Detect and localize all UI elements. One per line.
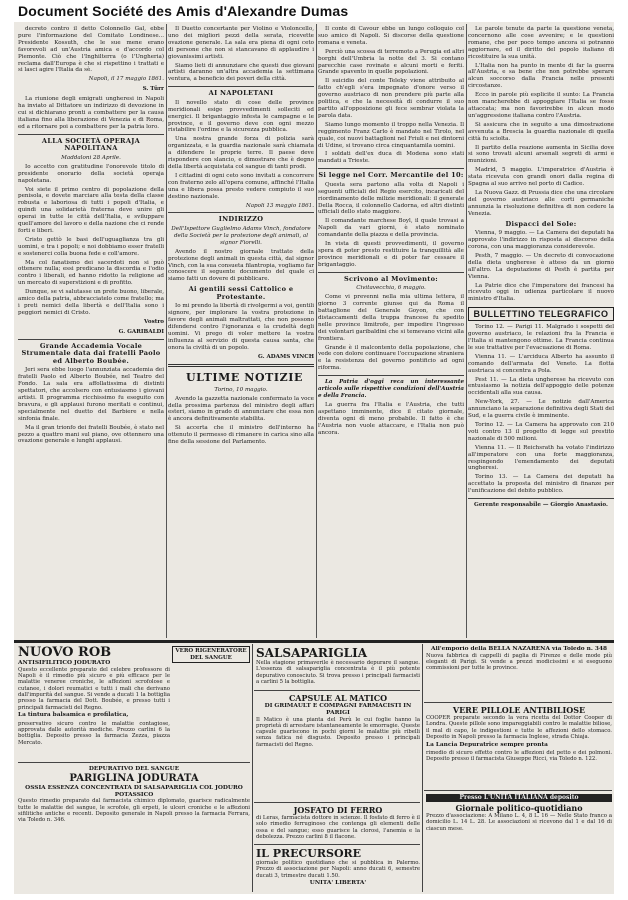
ad-rule — [424, 790, 612, 791]
ad-depurativo-title: DEPURATIVO DEL SANGUE — [88, 766, 180, 772]
col2-paragraph: Io mi prendo la libertà di rivolgermi a voi, gentili signore, per implorare la vostra protezione in favore degli animali maltrattati, che non possono difendersi contro l'ignoranza e la crudeltà degli uomini. Vi prego di voler mettere la vostra influenza al servizio di questa causa santa, che onora la civiltà di un popolo. — [168, 303, 314, 351]
col1-signature: S. Türr — [142, 86, 164, 93]
ad-rule — [424, 702, 612, 703]
ad-rob-subtitle: ANTISIFILITICO JODURATO — [18, 660, 111, 666]
col1-paragraph: Ma col fanatismo dei sacerdoti non si può ottenere nulla; essi predicano la discordia e l'odio contro i liberali, ed hanno ridotto la religione ad un mercato di superstizioni e di profitto. — [18, 259, 164, 287]
col4-gerente: Gerente responsabile — Giorgio Anastasio. — [474, 502, 608, 509]
col2-heading-gentili: Ai gentili sessi Cattolico e Protestante. — [188, 285, 294, 301]
ad-rule-vertical — [422, 644, 423, 892]
ad-rule — [254, 844, 420, 845]
ad-pillole-title: VERE PILLOLE ANTIBILIOSE — [452, 706, 586, 715]
col3-separator — [318, 168, 464, 169]
col3-dateline: Civitavecchia, 6 maggio. — [356, 285, 426, 292]
news-section — [14, 22, 614, 640]
col4-paragraph: Ecco in parole più esplicite il sunto: La Francia non mancherebbe di appoggiare l'Italia se fosse attaccata; ma non favorirebbe in alcun modo un'aggressione italiana contro l'Austria. — [468, 92, 614, 119]
col2-heading-ultime-notizie: ULTIME NOTIZIE — [185, 370, 304, 384]
col2-dateline-torino: Torino, 10 maggio. — [214, 386, 268, 393]
ad-lancia-title: La Lancia Depuratrice sempre pronta — [426, 741, 548, 748]
ad-depurativo — [18, 766, 250, 888]
column-1 — [18, 26, 164, 638]
ad-precursore-text: giornale politico quotidiano che si pubblica in Palermo. Prezzo di associazione per Napoli: anno ducati 6, semestre ducati 3, trimestre ducati 1.50. — [256, 860, 420, 879]
col4-paragraph: Torino 13. — La Camera dei deputati ha accettato la proposta del ministro di finanze per l'unificazione del debito pubblico. — [468, 474, 614, 495]
col2-paragraph: Il novello stato di cose delle province meridionali esige provvedimenti solleciti ed energici. Il brigantaggio infesta le campagne e le province, e il governo deve con ogni mezzo ristabilire l'ordine e la sicurezza pubblica. — [168, 99, 314, 134]
ad-pillole-text: COOPER preparate secondo la vera ricetta del Dottor Cooper di Londra. Queste pillole sono impareggiabili contro le malattie biliose, il mal di capo, le indigestioni e tutte le affezioni dello stomaco. Deposito in Napoli presso la farmacia Inglese, strada Chiaja. — [426, 715, 612, 740]
ad-nazarena-title: All'emporio della BELLA NAZARENA via Toledo n. 348 — [430, 646, 608, 652]
ad-precursore-footer: UNITA' LIBERTA' — [309, 880, 367, 887]
ad-precursore — [256, 848, 420, 890]
ad-capsule-subtitle: DI GRIMAULT E COMPAGNI FARMACISTI IN PARIGI — [264, 703, 412, 716]
col4-paragraph: Pesth, 7 maggio. — Un decreto di convocazione della dieta ungherese è atteso da un giorno all'altro. La deputazione di Pesth è partita per Vienna. — [468, 252, 614, 280]
col2-paragraph: Si accerta che il ministro dell'interno ha ottenuto il permesso di rimanere in carica sino alla fine della sessione del Parlamento. — [168, 425, 314, 446]
col3-paragraph: Questa sera partono alla volta di Napoli i seguenti ufficiali del Regio esercito, incaricati del riordinamento delle milizie meridionali: il generale Della Rocca, il colonnello Cadorna, ed altri distinti ufficiali dello stato maggiore. — [318, 181, 464, 216]
advertisements-section — [14, 644, 614, 892]
col2-paragraph: Avendo il nostro giornale trattato della protezione degli animali in questa città, dal signor Vinch, con la sua consueta filantropia, vogliamo far conoscere il seguente documento del quale ci siamo fatti un dovere di pubblicare. — [168, 248, 314, 283]
col4-paragraph: Pest 11. — La dieta ungherese ha ricevuto con entusiasmo la notizia dell'appoggio delle potenze occidentali alla sua causa. — [468, 376, 614, 397]
advertisement-divider — [14, 640, 614, 643]
ad-nuovo-rob — [18, 646, 170, 758]
ad-unita-text: Prezzo d'associazione: A Milano L. 4, 8 L. 16 — Nelle Stato franco a domicilio L. 14 L. 28. Le associazioni si ricevono dal 1 e dal 16 di ciascun mese. — [426, 813, 612, 832]
col1-subheading: Maddaloni 28 Aprile. — [61, 154, 121, 161]
ad-salsapariglia — [256, 646, 420, 686]
ad-rob-text: Questo eccellente preparato del celebre professore di Napoli è il rimedio più sicuro e più efficace per le malattie veneree croniche, le affezioni scrofolose e cutanee, i dolori reumatici e tutti i mali che derivano dall'impurità del sangue. Si vende a ducati 1 la bottiglia presso la farmacia del Dott. Boubée, e presso tutti i principali farmacisti del Regno. — [18, 666, 170, 711]
col1-paragraph: La riunione degli emigrati ungheresi in Napoli ha inviato al Dittatore un indirizzo di devozione in cui si dichiarano pronti a combattere per la causa italiana fino alla liberazione di Venezia e di Roma, ed a ritornare poi a combattere per la patria loro. — [18, 96, 164, 130]
col4-heading-bullettino-telegrafico: BULLETTINO TELEGRAFICO — [468, 307, 614, 321]
col1-paragraph: Voi siete il primo centro di popolazione della penisola, e dovete marciare alla testa della classe robusta e laboriosa di tutti i popoli d'Italia, e quindi una solidarietà fraterna deve unire gli operai in tutte le città dell'Italia, e sviluppare quell'amore del lavoro e della nazione che ci rende forti e liberi. — [18, 186, 164, 234]
ad-nazarena-text: Nuova fabbrica di cappelli di paglia di Firenze e delle mode più eleganti di Parigi. Si vende a prezzi modicissimi e si eseguono commissioni per tutte le province. — [426, 652, 612, 672]
col4-paragraph: Torino 12. — La Camera ha approvato con 210 voti contro 13 il progetto di legge sul prestito nazionale di 500 milioni. — [468, 422, 614, 442]
col4-paragraph: La Patrie dice che l'imperatore dei francesi ha ricevuto oggi in udienza particolare il nuovo ministro d'Italia. — [468, 282, 614, 303]
col1-signature-garibaldi: G. GARIBALDI — [118, 328, 164, 335]
column-4 — [468, 26, 614, 638]
ad-pariglina-title: PARIGLINA JODURATA — [69, 772, 199, 784]
col4-paragraph: Vienna, 9 maggio. — La Camera dei deputati ha approvato l'indirizzo in risposta al discorso della corona, con una maggioranza considerevole. — [468, 230, 614, 250]
ad-unita-subtitle: Giornale politico-quotidiano — [455, 803, 583, 813]
ad-bella-nazarena — [426, 646, 612, 700]
col4-paragraph: Il partito della reazione aumenta in Sicilia dove si sono trovati alcuni arsenali segreti di armi e munizioni. — [468, 144, 614, 165]
col1-paragraph: Ma il gran trionfo dei fratelli Boubée, è stato nel pezzo a quattro mani sul piano, ove ottennero una ovazione generale e lunghi applausi. — [18, 424, 164, 445]
col2-paragraph: Siamo lieti di annunziare che questi due giovani artisti daranno un'altra accademia la settimana ventura, a beneficio dei poveri della città. — [168, 62, 314, 83]
col2-subheading: Dell'Ispettore Guglielmo Adams Vinch, fondatore della Società per la protezione degli animali, al signor Fiorelli. — [171, 226, 311, 246]
col3-paragraph: Come vi prevenni nella mia ultima lettera, il giorno 3 corrente giunse qui da Roma il battaglione del Generale Goyon, che con distaccamenti della truppa francese fu spedito nelle province limitrofe, per impedire l'ingresso dei volontari garibaldini che si temevano vicini alla frontiera. — [318, 294, 464, 342]
column-rule — [466, 24, 467, 638]
col4-paragraph: New-York, 27. — Le notizie dall'America annunciano la separazione definitiva degli Stati del Sud, e la guerra civile è imminente. — [468, 399, 614, 420]
newspaper-page — [14, 22, 614, 894]
ad-tintura-text: preservativo sicuro contro le malattie contagiose, approvata dalle autorità mediche. Prezzo carlini 6 la bottiglia. Deposito presso la farmacia Zezza, piazza Mercato. — [18, 720, 170, 746]
column-rule — [316, 24, 317, 638]
column-rule — [166, 24, 167, 638]
ad-rob-box-label: VERO RIGENERATORE DEL SANGUE — [172, 646, 250, 663]
ad-ferro-text: di Leras, farmacista dottore in scienze. Il fosfato di ferro è il solo rimedio ferruginoso che contenga gli elementi delle ossa e del sangue; esso guarisce la clorosi, l'anemia e la debolezza. Prezzo carlini 8 il flacone. — [256, 815, 420, 840]
col4-heading-dispacci: Dispacci del Sole: — [505, 219, 577, 228]
col1-separator — [18, 339, 164, 340]
ad-rob-title: NUOVO ROB — [18, 646, 112, 660]
col4-paragraph: Si assicura che in seguito a una dimostrazione avvenuta a Brescia la guardia nazionale di quella città fu sciolta. — [468, 121, 614, 142]
col2-signature: G. ADAMS VINCH — [258, 353, 314, 360]
ad-tintura-title: La tintura balsamica e profilatica, — [18, 712, 129, 719]
col3-separator — [318, 272, 464, 273]
ad-capsule-title: CAPSULE AL MATICO — [288, 694, 388, 703]
col1-heading: ALLA SOCIETÀ OPERAJA NAPOLITANA — [41, 136, 141, 153]
col3-intro: Il conte di Cavour ebbe un lungo colloquio col suo amico di Napoli. Si discorse della questione romana e veneta. — [318, 26, 464, 46]
ad-salsa-text: Nella stagione primaverile è necessario depurare il sangue. L'essenza di salsapariglia concentrata è il più potente depurativo conosciuto. Si trova presso i principali farmacisti a carlini 5 la bottiglia. — [256, 660, 420, 685]
col3-paragraph: Il suicidio del conte Teleky viene attribuito al fatto ch'egli s'era impegnato d'onore verso il governo austriaco di non prendere più parte alla politica, e che la necessità di condurre il suo partito all'opposizione gli fece sembrar violata la parola data. — [318, 78, 464, 119]
col4-paragraph: Torino 12. — Parigi 11. Malgrado i sospetti del governo austriaco, le relazioni fra la Francia e l'Italia si mantengono ottime. La Francia continua le sue trattative per l'evacuazione di Roma. — [468, 324, 614, 351]
ad-rule-vertical — [252, 644, 253, 892]
col1-closing: Vostro — [144, 318, 164, 325]
col4-paragraph: Vienna 11. — Il Reichsrath ha votato l'indirizzo all'imperatore con una forte maggioranza, respingendo l'emendamento dei deputati ungheresi. — [468, 444, 614, 472]
col2-separator — [168, 212, 314, 213]
ad-rule — [254, 690, 420, 691]
col2-paragraph: I cittadini di ogni ceto sono invitati a concorrere con fraterno zelo all'opera comune, affinché l'Italia una e libera possa presto vedere compiuto il suo destino nazionale. — [168, 172, 314, 200]
col4-separator — [468, 498, 614, 499]
col4-paragraph: Madrid, 5 maggio. L'imperatrice d'Austria è stata ricevuta con grandi onori dalla regina di Spagna al suo arrivo nel porto di Cadice. — [468, 167, 614, 188]
col3-paragraph: La guerra fra l'Italia e l'Austria, che tutti aspettano imminente, dice il citato giornale, diventa ogni dì meno probabile. Il fatto è che l'Austria non vuole attaccare, e l'Italia non può ancora. — [318, 401, 464, 436]
col2-separator — [168, 86, 314, 87]
col1-intro: decreto contro il detto Colonnello Gal, ebbe pure l'informazione del Comitato Londinese... Presidente Kossuth, che le sue mene erano favorevoli ad un'Austria amica e d'accordo col Piemonte. Ciò che l'Inghilterra (o l'Ungheria) reclama dall'Europa è che si rispettino i trattati e si lasci agire l'Italia da sè. — [18, 26, 164, 74]
col3-separator — [318, 375, 464, 376]
col1-paragraph: Io accetto con gratitudine l'onorevole titolo di presidente onorario della società operaja napoletana. — [18, 163, 164, 184]
ad-pillole-antibiliose — [426, 706, 612, 786]
col2-dateline: Napoli 13 maggio 1861. — [245, 202, 314, 209]
col1-paragraph: Cristo gettò le basi dell'uguaglianza tra gli uomini, e tra i popoli; e noi dobbiamo esser fratelli e sostenerci colla buona fede e coll'amore. — [18, 236, 164, 257]
column-2 — [168, 26, 314, 638]
col1-paragraph: Jeri sera ebbe luogo l'annunziata accademia dei fratelli Paolo ed Alberto Boubée, nel Teatro del Fondo. La sala era affollatissima di distinti spettatori, che accolsero con entusiasmo i giovani artisti. Il programma ricchissimo fu eseguito con bravura, e gli applausi furono meritati e continui, specialmente nel duetto del Barbiere e nella sinfonia finale. — [18, 367, 164, 422]
col2-paragraph: Avendo la gazzetta nazionale confermato la voce della prossima partenza del ministro degli affari esteri, siamo in grado di annunciare che essa non è ancora definitivamente stabilita. — [168, 395, 314, 423]
col3-paragraph: I soldati dell'ex duca di Modena sono stati mandati a Trieste. — [318, 151, 464, 165]
ad-lancia-text: rimedio di sicuro effetto contro le affezioni del petto e dei polmoni. Deposito presso il farmacista Giuseppe Ricci, via Toledo n. 122. — [426, 749, 612, 763]
document-banner: Document Société des Amis d'Alexandre Dumas — [0, 0, 628, 22]
ad-salsa-title: SALSAPARIGLIA — [256, 646, 368, 660]
col3-paragraph: Siamo lungo momento il troppo nella Venezia. Il reggimento Franz Carlo è mandato nel Tirolo, nel quale, coi nuovi battaglioni nel Friuli e nei dintorni di Udine, si trovano circa cinquantamila uomini. — [318, 121, 464, 149]
ad-rob-box — [172, 646, 250, 674]
col3-paragraph: Perciò una scossa di terremoto a Perugia ed altri borghi dell'Umbria la notte del 3. Si contano parecchie case rovinate e alcuni morti e feriti. Grande spavento in quelle popolazioni. — [318, 48, 464, 76]
ad-capsule-matico — [256, 694, 420, 798]
ad-rule — [18, 762, 250, 763]
col3-paragraph: Grande è il malcontento della popolazione, che vede con dolore continuare l'occupazione straniera e la resistenza del governo pontificio ad ogni riforma. — [318, 344, 464, 372]
ad-ferro-title: JOSFATO DI FERRO — [293, 806, 383, 815]
col2-intro: Il Duetto concertante per Violino e Violoncello, uno dei migliori pezzi della serata, ricevette ovazione generale. La sala era piena di ogni ceto di persone che non si stancavano di applaudire i giovanissimi artisti. — [168, 26, 314, 60]
col3-paragraph: Il comandante marchese Boyl, il quale trovasi a Napoli da vari giorni, è stato nominato comandante della piazza e della provincia. — [318, 218, 464, 239]
col4-paragraph: Vienna 11. — L'arciduca Alberto ha assunto il comando dell'armata del Veneto. La flotta austriaca si concentra a Pola. — [468, 353, 614, 374]
col4-paragraph: L'Italia non ha punto in mente di far la guerra all'Austria, e sa bene che non potrebbe sperare alcun soccorso dalla Francia nelle presenti circostanze. — [468, 62, 614, 90]
col1-paragraph: Dunque, se vi salutasse un prete buono, liberale, amico della patria, abbracciatelo come fratello; ma i preti nemici della libertà e dell'Italia sono i peggiori nemici di Cristo. — [18, 289, 164, 316]
ad-unita-italiana — [426, 794, 612, 890]
col3-paragraph-patria: La Patria d'oggi reca un interessante articolo sulle rispettive condizioni dell'Austria e della Francia. — [318, 379, 464, 399]
col4-intro: Le parole tenute da parte la questione veneta, concernono alle cose avvenire; e le questioni romane, che per poco tempo ancora si potranno aggiornare, ed il diritto del popolo italiano di ricostituire la sua unità. — [468, 26, 614, 60]
ad-depurativo-subtitle: OSSIA ESSENZA CONCENTRATA DI SALSAPARIGLIA COL JODURO POTASSICO — [25, 784, 243, 798]
col1-dateline: Napoli, il 17 maggio 1861. — [88, 76, 164, 83]
ad-rule — [254, 802, 420, 803]
ad-fosfato-ferro — [256, 806, 420, 842]
col1-separator — [18, 134, 164, 135]
ad-unita-title: Presso L'UNITÀ ITALIANA deposito — [426, 794, 612, 802]
ad-precursore-title: IL PRECURSORE — [256, 848, 362, 860]
col3-paragraph: In vista di questi provvedimenti, il governo spera di poter presto restituire la tranquillità alle province meridionali e di poter far cessare il brigantaggio. — [318, 241, 464, 268]
column-3 — [318, 26, 464, 638]
ad-depurativo-text: Questo rimedio preparato dal farmacista chimico diplomato, guarisce radicalmente tutte le malattie del sangue, le scrofole, gli erpeti, le ulceri croniche e le affezioni sifilitiche antiche e recenti. Deposito generale in Napoli presso la farmacia Ferrara, via Toledo n. 346. — [18, 798, 250, 824]
col1-heading-accademia: Grande Accademia Vocale Strumentale data dai fratelli Paolo ed Alberto Boubée. — [21, 341, 161, 365]
col3-heading-movimento: Scrivono al Movimento: — [343, 274, 439, 283]
ad-capsule-text: Il Matico è una pianta del Perù le cui foglie hanno la proprietà di arrestare istantaneamente le emorragie. Queste capsule guariscono in pochi giorni le malattie più ribelli senza fatica né disgusto. Deposito presso i principali farmacisti del Regno. — [256, 716, 420, 748]
col2-paragraph: Una nostra grande forza di polizia sarà organizzata, e la guardia nazionale sarà chiamata a difendere le proprie terre. Il paese deve rispondere con slancio, e dimostrare che è degno della libertà acquistata col sangue di tanti prodi. — [168, 136, 314, 170]
col4-paragraph: La Nuova Gazz. di Prussia dice che una circolare del governo austriaco alle corti germaniche annunzia la risoluzione definitiva di non cedere la Venezia. — [468, 189, 614, 217]
col3-heading-corriere: Si legge nel Corr. Mercantile del 10: — [318, 171, 464, 180]
col2-heading-napoletani: AI NAPOLETANI — [208, 89, 274, 98]
col2-separator-double — [168, 364, 314, 367]
col2-heading-indirizzo: INDIRIZZO — [218, 215, 264, 224]
